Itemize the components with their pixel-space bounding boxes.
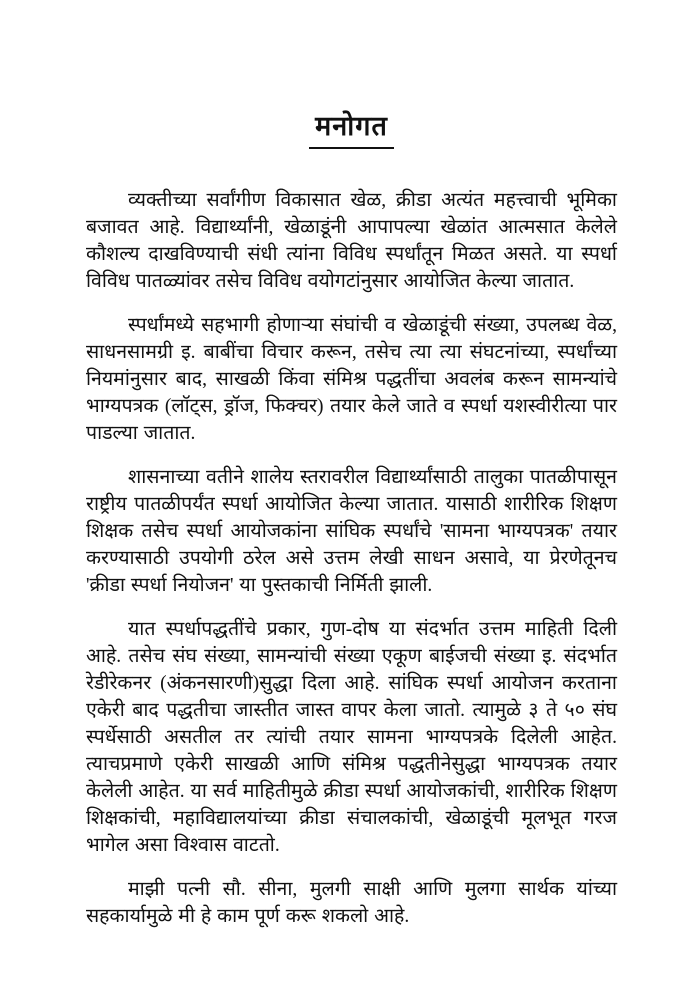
title-container <box>86 106 617 149</box>
paragraph-5: माझी पत्नी सौ. सीना, मुलगी साक्षी आणि मुलगा सार्थक यांच्या सहकार्यामुळे मी हे काम पूर्ण करू शकलो आहे. <box>86 879 617 927</box>
page-title: मनोगत <box>309 106 394 149</box>
paragraph-1: व्यक्तीच्या सर्वांगीण विकासात खेळ, क्रीडा अत्यंत महत्त्वाची भूमिका बजावत आहे. विद्यार्थ्यांनी, खेळाडूंनी आपापल्या खेळांत आत्मसात केलेले कौशल्य दाखविण्याची संधी त्यांना विविध स्पर्धांतून मिळत असते. या स्पर्धा विविध पातळ्यांवर तसेच विविध वयोगटांनुसार आयोजित केल्या जातात. <box>86 190 617 292</box>
paragraph-2: स्पर्धांमध्ये सहभागी होणाऱ्या संघांची व खेळाडूंची संख्या, उपलब्ध वेळ, साधनसामग्री इ. बाबींचा विचार करून, तसेच त्या त्या संघटनांच्या, स्पर्धांच्या नियमांनुसार बाद, साखळी किंवा संमिश्र पद्धतींचा अवलंब करून सामन्यांचे भाग्यपत्रक (लॉट्स, ड्रॉज, फिक्चर) तयार केले जाते व स्पर्धा यशस्वीरीत्या पार पाडल्या जातात. <box>86 315 617 444</box>
paragraph-4: यात स्पर्धापद्धतींचे प्रकार, गुण-दोष या संदर्भात उत्तम माहिती दिली आहे. तसेच संघ संख्या, सामन्यांची संख्या एकूण बाईजची संख्या इ. संदर्भात रेडीरेकनर (अंकनसारणी)सुद्धा दिला आहे. सांघिक स्पर्धा आयोजन करताना एकेरी बाद पद्धतीचा जास्तीत जास्त वापर केला जातो. त्यामुळे ३ ते ५० संघ स्पर्धेसाठी असतील तर त्यांची तयार सामना भाग्यपत्रके दिलेली आहेत. त्याचप्रमाणे एकेरी साखळी आणि संमिश्र पद्धतीनेसुद्धा भाग्यपत्रक तयार केलेली आहेत. या सर्व माहितीमुळे क्रीडा स्पर्धा आयोजकांची, शारीरिक शिक्षण शिक्षकांची, महाविद्यालयांच्या क्रीडा संचालकांची, खेळाडूंची मूलभूत गरज भागेल असा विश्वास वाटतो. <box>86 619 617 856</box>
paragraph-3: शासनाच्या वतीने शालेय स्तरावरील विद्यार्थ्यांसाठी तालुका पातळीपासून राष्ट्रीय पातळीपर्यंत स्पर्धा आयोजित केल्या जातात. यासाठी शारीरिक शिक्षण शिक्षक तसेच स्पर्धा आयोजकांना सांघिक स्पर्धांचे 'सामना भाग्यपत्रक' तयार करण्यासाठी उपयोगी ठरेल असे उत्तम लेखी साधन असावे, या प्रेरणेतूनच 'क्रीडा स्पर्धा नियोजन' या पुस्तकाची निर्मिती झाली. <box>86 467 617 596</box>
